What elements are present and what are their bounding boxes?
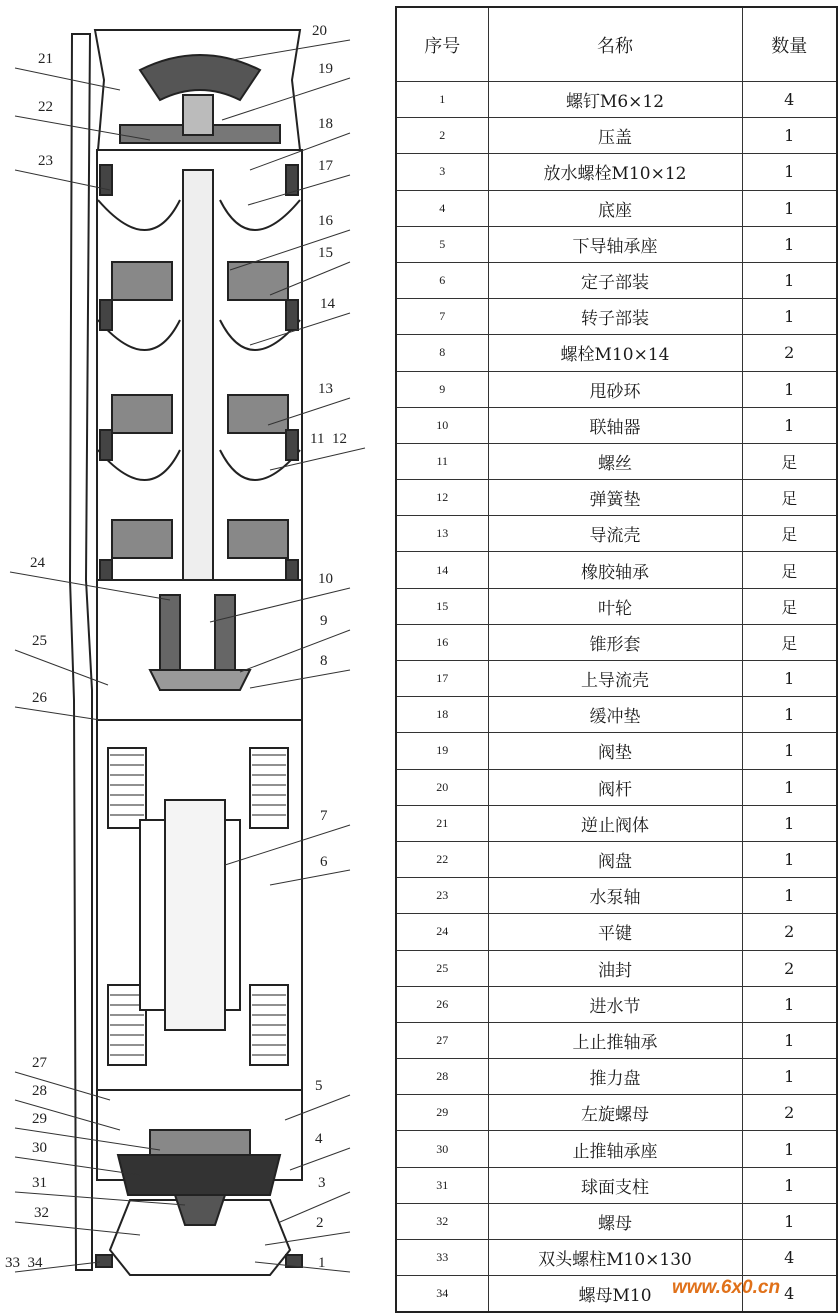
- table-row: [396, 661, 837, 697]
- callout-label: 19: [318, 61, 333, 77]
- part-number-cell: 26: [396, 986, 488, 1022]
- site-watermark: www.6x0.cn: [672, 1277, 781, 1298]
- table-row: [396, 1167, 837, 1203]
- part-name-cell: 螺母: [488, 1203, 742, 1239]
- table-row: [396, 733, 837, 769]
- part-qty-cell: 4: [742, 1240, 837, 1276]
- part-qty-cell: 1: [742, 1131, 837, 1167]
- table-row: [396, 805, 837, 841]
- table-row: [396, 986, 837, 1022]
- header-qty: 数量: [742, 7, 837, 82]
- part-name-cell: 推力盘: [488, 1059, 742, 1095]
- part-name-cell: 水泵轴: [488, 878, 742, 914]
- part-number-cell: 24: [396, 914, 488, 950]
- table-row: [396, 443, 837, 479]
- table-row: [396, 154, 837, 190]
- callout-label: 5: [315, 1078, 323, 1094]
- table-row: [396, 371, 837, 407]
- table-row: [396, 299, 837, 335]
- part-name-cell: 球面支柱: [488, 1167, 742, 1203]
- part-name-cell: 导流壳: [488, 516, 742, 552]
- part-qty-cell: 1: [742, 661, 837, 697]
- part-number-cell: 7: [396, 299, 488, 335]
- part-number-cell: 30: [396, 1131, 488, 1167]
- callout-label: 8: [320, 653, 328, 669]
- callout-label: 17: [318, 158, 333, 174]
- part-name-cell: 阀盘: [488, 841, 742, 877]
- table-row: [396, 262, 837, 298]
- callout-labels-right: [310, 23, 347, 1271]
- part-name-cell: 叶轮: [488, 588, 742, 624]
- callout-label: 10: [318, 571, 333, 587]
- callout-label: 26: [32, 690, 47, 706]
- part-name-cell: 缓冲垫: [488, 697, 742, 733]
- part-qty-cell: 1: [742, 1203, 837, 1239]
- table-row: [396, 82, 837, 118]
- part-name-cell: 甩砂环: [488, 371, 742, 407]
- part-number-cell: 23: [396, 878, 488, 914]
- table-row: [396, 480, 837, 516]
- part-number-cell: 10: [396, 407, 488, 443]
- callout-label: 30: [32, 1140, 47, 1156]
- callout-label: 20: [312, 23, 327, 39]
- part-number-cell: 32: [396, 1203, 488, 1239]
- header-index: 序号: [396, 7, 488, 82]
- part-qty-cell: 1: [742, 878, 837, 914]
- part-number-cell: 9: [396, 371, 488, 407]
- table-row: [396, 841, 837, 877]
- motor-section: [97, 720, 302, 1090]
- callout-label: 15: [318, 245, 333, 261]
- table-row: [396, 407, 837, 443]
- table-row: [396, 697, 837, 733]
- part-name-cell: 平键: [488, 914, 742, 950]
- part-qty-cell: 1: [742, 190, 837, 226]
- header-name: 名称: [488, 7, 742, 82]
- part-name-cell: 阀杆: [488, 769, 742, 805]
- part-number-cell: 17: [396, 661, 488, 697]
- part-name-cell: 锥形套: [488, 624, 742, 660]
- part-name-cell: 压盖: [488, 118, 742, 154]
- table-row: [396, 552, 837, 588]
- part-number-cell: 18: [396, 697, 488, 733]
- table-row: [396, 769, 837, 805]
- table-row: [396, 1095, 837, 1131]
- part-number-cell: 6: [396, 262, 488, 298]
- part-number-cell: 13: [396, 516, 488, 552]
- callout-label: 7: [320, 808, 328, 824]
- part-number-cell: 31: [396, 1167, 488, 1203]
- part-qty-cell: 4: [742, 1276, 837, 1313]
- part-qty-cell: 1: [742, 371, 837, 407]
- callout-label: 25: [32, 633, 47, 649]
- callout-label: 21: [38, 51, 53, 67]
- part-name-cell: 螺钉M6×12: [488, 82, 742, 118]
- part-qty-cell: 2: [742, 1095, 837, 1131]
- part-qty-cell: 1: [742, 769, 837, 805]
- table-row: [396, 1240, 837, 1276]
- callout-label: 13: [318, 381, 333, 397]
- part-number-cell: 29: [396, 1095, 488, 1131]
- part-name-cell: 联轴器: [488, 407, 742, 443]
- table-row: [396, 878, 837, 914]
- table-row: [396, 190, 837, 226]
- part-qty-cell: 1: [742, 1059, 837, 1095]
- callout-label: 9: [320, 613, 328, 629]
- callout-label: 1: [318, 1255, 326, 1271]
- part-number-cell: 11: [396, 443, 488, 479]
- part-number-cell: 15: [396, 588, 488, 624]
- part-qty-cell: 足: [742, 443, 837, 479]
- part-qty-cell: 1: [742, 118, 837, 154]
- part-qty-cell: 1: [742, 1167, 837, 1203]
- callout-label: 11 12: [310, 431, 347, 447]
- callout-label: 3: [318, 1175, 326, 1191]
- pump-sectional-drawing: [0, 0, 395, 1313]
- part-qty-cell: 足: [742, 552, 837, 588]
- table-row: [396, 1059, 837, 1095]
- part-name-cell: 阀垫: [488, 733, 742, 769]
- part-number-cell: 12: [396, 480, 488, 516]
- part-qty-cell: 1: [742, 733, 837, 769]
- callout-label: 31: [32, 1175, 47, 1191]
- callout-label: 14: [320, 296, 335, 312]
- part-number-cell: 21: [396, 805, 488, 841]
- part-qty-cell: 1: [742, 1022, 837, 1058]
- part-number-cell: 33: [396, 1240, 488, 1276]
- part-name-cell: 下导轴承座: [488, 226, 742, 262]
- part-qty-cell: 足: [742, 588, 837, 624]
- part-number-cell: 20: [396, 769, 488, 805]
- callout-label: 32: [34, 1205, 49, 1221]
- part-name-cell: 进水节: [488, 986, 742, 1022]
- part-qty-cell: 2: [742, 950, 837, 986]
- base-assembly: [96, 1090, 302, 1275]
- part-number-cell: 2: [396, 118, 488, 154]
- part-name-cell: 定子部装: [488, 262, 742, 298]
- part-name-cell: 止推轴承座: [488, 1131, 742, 1167]
- part-qty-cell: 足: [742, 624, 837, 660]
- part-qty-cell: 2: [742, 914, 837, 950]
- part-qty-cell: 足: [742, 516, 837, 552]
- part-number-cell: 1: [396, 82, 488, 118]
- table-row: [396, 1131, 837, 1167]
- callout-labels-left: [5, 51, 53, 1271]
- part-number-cell: 27: [396, 1022, 488, 1058]
- table-row: [396, 1203, 837, 1239]
- part-number-cell: 4: [396, 190, 488, 226]
- table-row: [396, 118, 837, 154]
- part-qty-cell: 1: [742, 262, 837, 298]
- part-name-cell: 螺栓M10×14: [488, 335, 742, 371]
- table-row: [396, 335, 837, 371]
- part-name-cell: 弹簧垫: [488, 480, 742, 516]
- part-qty-cell: 4: [742, 82, 837, 118]
- part-name-cell: 左旋螺母: [488, 1095, 742, 1131]
- part-name-cell: 橡胶轴承: [488, 552, 742, 588]
- part-qty-cell: 足: [742, 480, 837, 516]
- table-row: [396, 1022, 837, 1058]
- part-number-cell: 25: [396, 950, 488, 986]
- part-number-cell: 8: [396, 335, 488, 371]
- part-number-cell: 3: [396, 154, 488, 190]
- part-name-cell: 螺母M10: [488, 1276, 742, 1313]
- part-qty-cell: 1: [742, 805, 837, 841]
- part-number-cell: 14: [396, 552, 488, 588]
- part-qty-cell: 1: [742, 299, 837, 335]
- part-qty-cell: 1: [742, 226, 837, 262]
- part-name-cell: 双头螺柱M10×130: [488, 1240, 742, 1276]
- part-name-cell: 底座: [488, 190, 742, 226]
- part-name-cell: 螺丝: [488, 443, 742, 479]
- callout-label: 28: [32, 1083, 47, 1099]
- table-row: [396, 588, 837, 624]
- part-qty-cell: 1: [742, 841, 837, 877]
- callout-label: 33 34: [5, 1255, 43, 1271]
- callout-label: 18: [318, 116, 333, 132]
- table-row: [396, 914, 837, 950]
- part-number-cell: 19: [396, 733, 488, 769]
- part-name-cell: 上导流壳: [488, 661, 742, 697]
- part-qty-cell: 1: [742, 407, 837, 443]
- callout-label: 2: [316, 1215, 324, 1231]
- callout-label: 16: [318, 213, 333, 229]
- callout-label: 22: [38, 99, 53, 115]
- table-row: [396, 226, 837, 262]
- part-number-cell: 16: [396, 624, 488, 660]
- part-qty-cell: 1: [742, 154, 837, 190]
- part-name-cell: 放水螺栓M10×12: [488, 154, 742, 190]
- part-name-cell: 逆止阀体: [488, 805, 742, 841]
- part-number-cell: 22: [396, 841, 488, 877]
- callout-label: 4: [315, 1131, 323, 1147]
- table-row: [396, 516, 837, 552]
- part-name-cell: 油封: [488, 950, 742, 986]
- callout-label: 27: [32, 1055, 47, 1071]
- callout-label: 24: [30, 555, 45, 571]
- outer-cable-guard: [70, 34, 92, 1270]
- part-qty-cell: 1: [742, 697, 837, 733]
- callout-label: 29: [32, 1111, 47, 1127]
- part-qty-cell: 2: [742, 335, 837, 371]
- parts-table-body: [396, 82, 837, 1313]
- callout-label: 23: [38, 153, 53, 169]
- part-qty-cell: 1: [742, 986, 837, 1022]
- part-name-cell: 转子部装: [488, 299, 742, 335]
- part-number-cell: 34: [396, 1276, 488, 1313]
- table-row: [396, 624, 837, 660]
- table-header-row: [396, 7, 837, 82]
- part-number-cell: 5: [396, 226, 488, 262]
- parts-list-table: [395, 6, 838, 1313]
- part-name-cell: 上止推轴承: [488, 1022, 742, 1058]
- part-number-cell: 28: [396, 1059, 488, 1095]
- callout-label: 6: [320, 854, 328, 870]
- table-row: [396, 950, 837, 986]
